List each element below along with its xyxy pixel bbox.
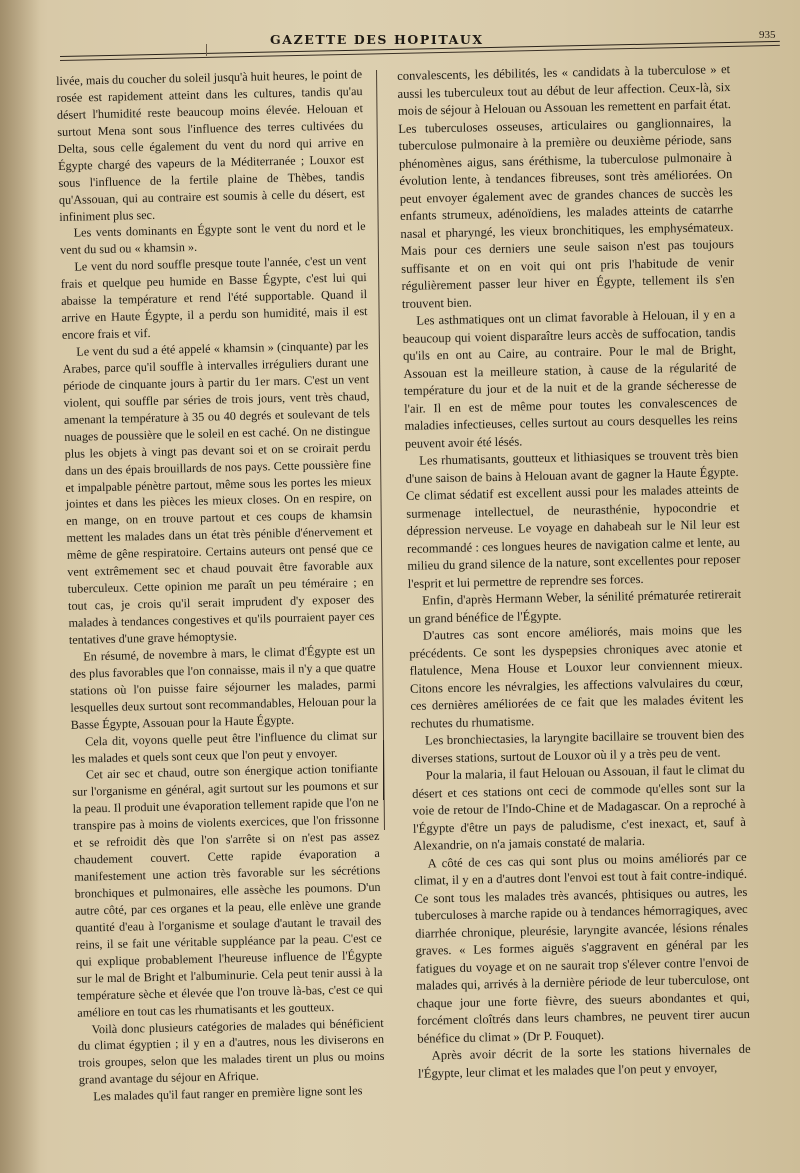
running-title: GAZETTE DES HOPITAUX [270,32,484,47]
paragraph: Les bronchiectasies, la laryngite bacillaire se trouvent bien des diverses stations, surtout de Louxor où il y a très peu de vent. [411,726,745,766]
paragraph: Après avoir décrit de la sorte les stations hivernales de l'Égypte, leur climat et les malades que l'on peut y envoyer, [417,1041,751,1081]
paragraph: Le vent du sud a été appelé « khamsin » (cinquante) par les Arabes, parce qu'il souffle à intervalles irréguliers durant une période de cinquante jours à partir du 1er mars. C'est un vent violent, qui souffle par séries de trois jours, vent très chaud, amenant la température à 35 ou 40 degrés et soulevant de tels nuages de poussière que le soleil en est caché. On ne distingue plus les objets à vingt pas devant soi et on se croirait perdu dans un des épais brouillards de nos pays. Cette poussière fine et impalpable pénètre partout, même sous les portes les mieux jointes et dans les pièces les mieux closes. On en respire, on en mange, on en trouve partout et ces coups de khamsin mettent les malades dans un état très pénible d'énervement et même de gêne respiratoire. Certains auteurs ont pensé que ce vent extrêmement sec et chaud pouvait être favorable aux tuberculeux. Cette opinion me paraît un peu téméraire ; en tout cas, je crois qu'il serait imprudent d'y exposer des malades à tendances congestives et qu'ils pourraient payer ces tentatives d'une grave hémoptysie. [62,337,375,647]
paragraph: Cela dit, voyons quelle peut être l'influence du climat sur les malades et quels sont ceux que l'on peut y envoyer. [71,727,378,766]
paragraph: livée, mais du coucher du soleil jusqu'à huit heures, le point de rosée est rapidement atteint dans les cultures, tandis qu'au désert l'humidité reste beaucoup moins élevée. Helouan et surtout Mena sont sous l'influence des terres cultivées du Delta, sous celle également du vent du nord qui arrive en Égypte chargé des vapeurs de la Méditerranée ; Louxor est sous l'influence de la fertile plaine de Thèbes, tandis qu'Assouan, qui au contraire est soumis à celle du désert, est infiniment plus sec. [56,67,365,224]
right-column [397,61,751,1083]
paragraph: Les malades qu'il faut ranger en première ligne sont les [93,1083,363,1104]
print-mark [206,44,207,56]
paragraph: Cet air sec et chaud, outre son énergique action tonifiante sur l'organisme en général, agit surtout sur les poumons et sur la peau. Il produit une évaporation tellement rapide que l'on ne transpire pas à moins de violents exercices, que l'on frissonne et se refroidit dès que l'on s'arrête si on n'est pas assez chaudement couvert. Cette rapide évaporation a manifestement une action très favorable sur les sécrétions bronchiques et pulmonaires, elle assèche les poumons. D'un autre côté, par ces organes et la peau, elle enlève une grande quantité d'eau à l'organisme et soulage d'autant le travail des reins, il se fait une véritable suppléance par la peau. C'est ce qui explique probablement l'heureuse influence de l'Égypte sur le mal de Bright et l'albuminurie. Cela peut tenir aussi à la température sèche et élevée que l'on trouve là-bas, c'est ce qui améliore en tout cas les rhumatisants et les goutteux. [72,761,384,1020]
column-divider [376,70,385,830]
paragraph: Les vents dominants en Égypte sont le vent du nord et le vent du sud ou « khamsin ». [59,219,366,258]
paragraph: A côté de ces cas qui sont plus ou moins améliorés par ce climat, il y en a d'autres dont l'envoi est tout à fait contre-indiqué. Ce sont tous les malades très avancés, phtisiques ou autres, les tuberculoses à marche rapide ou à tendances hémorragiques, avec diarrhée chronique, pleurésie, laryngite avancée, lésions rénales graves. « Les formes aiguës s'aggravent en général par les fatigues du voyage et on ne saurait trop s'élever contre l'envoi de malades qui, arrivés à la dernière période de leur tuberculose, ont chaque jour une forte fièvre, des sueurs abondantes et qui, forcément cloîtrés dans leurs chambres, ne peuvent tirer aucun bénéfice du climat » (Dr P. Fouquet). [413,849,751,1046]
paragraph: Les rhumatisants, goutteux et lithiasiques se trouvent très bien d'une saison de bains à Helouan avant de gagner la Haute Égypte. Ce climat sédatif est excellent aussi pour les malades atteints de surmenage intellectuel, de neurasthénie, hypocondrie et dépression nerveuse. Le voyage en dahabeah sur le Nil leur est recommandé : ces longues heures de navigation calme et lente, au milieu du grand silence de la nature, sont excellentes pour reposer l'esprit et lui permettre de reprendre ses forces. [405,446,741,591]
page-number: 935 [759,29,776,41]
left-column [56,66,385,1106]
paragraph: D'autres cas sont encore améliorés, mais moins que les précédents. Ce sont les dyspepsies chroniques avec atonie et flatulence, Mena House et Louxor leur conviennent mieux. Citons encore les névralgies, les affections valvulaires du cœur, ces dernières améliorées de ce fait que les malades évitent les rechutes du rhumatisme. [409,621,744,731]
binding-shadow [0,0,40,1173]
paragraph: Le vent du nord souffle presque toute l'année, c'est un vent frais et quelque peu humide en Basse Égypte, c'est lui qui abaisse la température et rend l'été supportable. Quand il arrive en Haute Égypte, il a perdu son humidité, mais il est encore frais et vif. [60,253,368,342]
paragraph: En résumé, de novembre à mars, le climat d'Égypte est un des plus favorables que l'on connaisse, mais il n'y a que quatre stations où l'on puisse faire séjourner les malades, parmi lesquelles deux surtout sont recommandables, Helouan pour la Basse Égypte, Assouan pour la Haute Égypte. [69,642,377,732]
column-divider-mark [383,740,384,800]
paragraph: convalescents, les débilités, les « candidats à la tuberculose » et aussi les tuberculeux tout au début de leur affection. Ceux-là, six mois de séjour à Helouan ou Assouan les remettent en parfait état. Les tuberculoses osseuses, articulaires ou ganglionnaires, la tuberculose pulmonaire à la première ou deuxième période, sans phénomènes aigus, sans éréthisme, la tuberculose pulmonaire à évolution lente, à tendances fibreuses, sont très améliorées. On peut envoyer également avec de grandes chances de succès les enfants strumeux, adénoïdiens, les malades atteints de catarrhe nasal et pharyngé, les vieux bronchitiques, les emphysémateux. Mais pour ces derniers une seule saison n'est pas toujours suffisante et on en voit qui ont pris l'habitude de venir régulièrement passer leur hiver en Égypte, tellement ils s'en trouvent bien. [397,62,735,311]
paragraph: Voilà donc plusieurs catégories de malades qui bénéficient du climat égyptien ; il y en a d'autres, nous les diviserons en trois groupes, selon que les malades tirent un plus ou moins grand avantage du séjour en Afrique. [77,1015,385,1088]
page-header [0,26,800,66]
paragraph: Enfin, d'après Hermann Weber, la sénilité prématurée retirerait un grand bénéfice de l'Égypte. [408,586,742,626]
paragraph: Pour la malaria, il faut Helouan ou Assouan, il faut le climat du désert et ces stations ont ceci de commode qu'elles sont sur la voie de retour de l'Indo-Chine et de Madagascar. On a reproché à l'Égypte d'être un pays de paludisme, c'est inexact, et, sauf à Alexandrie, on n'a jamais constaté de malaria. [412,761,747,853]
paragraph: Les asthmatiques ont un climat favorable à Helouan, il y en a beaucoup qui voient disparaître leurs accès de suffocation, tandis qu'ils en ont au Caire, au contraire. Pour le mal de Bright, Assouan est la meilleure station, à cause de la régularité de température du jour et de la nuit et de la grande sécheresse de l'air. Il en est de même pour toutes les convalescences de maladies infectieuses, celles surtout au cours desquelles les reins peuvent avoir été lésés. [402,306,738,451]
